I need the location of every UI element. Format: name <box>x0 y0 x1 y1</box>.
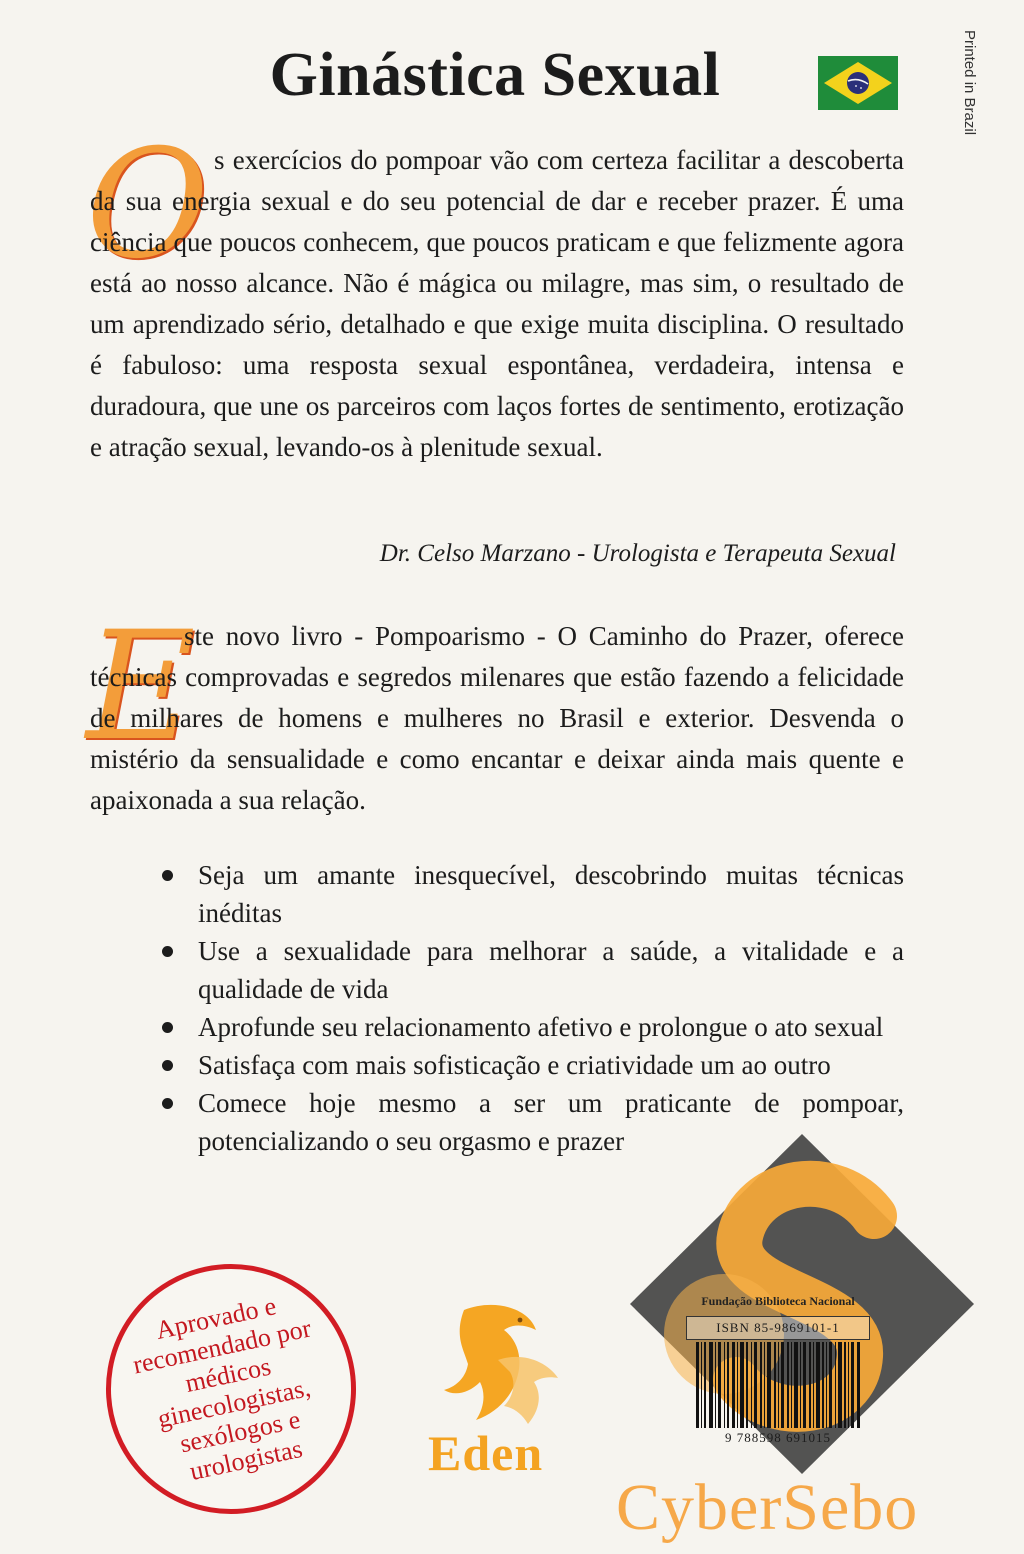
list-item-text: Satisfaça com mais sofisticação e criatividade um ao outro <box>198 1050 831 1080</box>
list-item <box>160 1008 904 1046</box>
bullet-icon <box>162 1060 173 1071</box>
isbn-label: ISBN 85-9869101-1 <box>686 1316 870 1340</box>
dropcap-letter-o: O <box>86 118 209 292</box>
bullet-icon <box>162 1098 173 1109</box>
benefits-list <box>160 856 904 1160</box>
brazil-flag-icon <box>818 56 898 110</box>
book-description-paragraph: ste novo livro - Pompoarismo - O Caminho do Prazer, oferece técnicas comprovadas e segredos milenares que estão fazendo a felicidade de milhares de homens e mulheres no Brasil e exterior. Desvenda o mistério da sensualidade e como encantar e deixar ainda mais quente e apaixonada a sua relação. <box>90 621 904 815</box>
barcode-number: 9 788598 691015 <box>725 1430 831 1445</box>
barcode-block <box>686 1294 870 1454</box>
foundation-label: Fundação Biblioteca Nacional <box>701 1294 855 1308</box>
publisher-name: Eden <box>428 1425 544 1481</box>
intro-paragraph: s exercícios do pompoar vão com certeza facilitar a descoberta da sua energia sexual e do seu potencial de dar e receber prazer. É uma ciência que poucos conhecem, que poucos praticam e que felizmente agora está ao nosso alcance. Não é mágica ou milagre, mas sim, o resultado de um aprendizado sério, detalhado e que exige muita disciplina. O resultado é fabuloso: uma resposta sexual espontânea, verdadeira, intensa e duradoura, que une os parceiros com laços fortes de sentimento, erotização e atração sexual, levando-os à plenitude sexual. <box>90 145 904 462</box>
bullet-icon <box>162 1022 173 1033</box>
list-item-text: Seja um amante inesquecível, descobrindo muitas técnicas inéditas <box>198 860 904 928</box>
list-item <box>160 932 904 1008</box>
bullet-icon <box>162 946 173 957</box>
list-item-text: Comece hoje mesmo a ser um praticante de pompoar, potencializando o seu orgasmo e prazer <box>198 1088 904 1156</box>
author-attribution: Dr. Celso Marzano - Urologista e Terapeuta Sexual <box>379 540 896 567</box>
printed-in-label: Printed in Brazil <box>961 30 978 136</box>
barcode-icon <box>696 1342 860 1428</box>
dropcap-letter-e: E <box>86 600 196 774</box>
printed-in-label-container <box>944 30 984 190</box>
book-title: Ginástica Sexual <box>269 41 721 109</box>
watermark-text: CyberSebo <box>616 1471 919 1544</box>
bullet-icon <box>162 870 173 881</box>
list-item <box>160 856 904 932</box>
list-item-text: Aprofunde seu relacionamento afetivo e prolongue o ato sexual <box>198 1012 884 1042</box>
approval-seal-text: Aprovado e recomendado por médicos ginecologistas, sexólogos e urologistas <box>130 1291 314 1486</box>
approval-seal <box>83 1241 380 1538</box>
list-item-text: Use a sexualidade para melhorar a saúde, a vitalidade e a qualidade de vida <box>198 936 904 1004</box>
list-item <box>160 1046 904 1084</box>
